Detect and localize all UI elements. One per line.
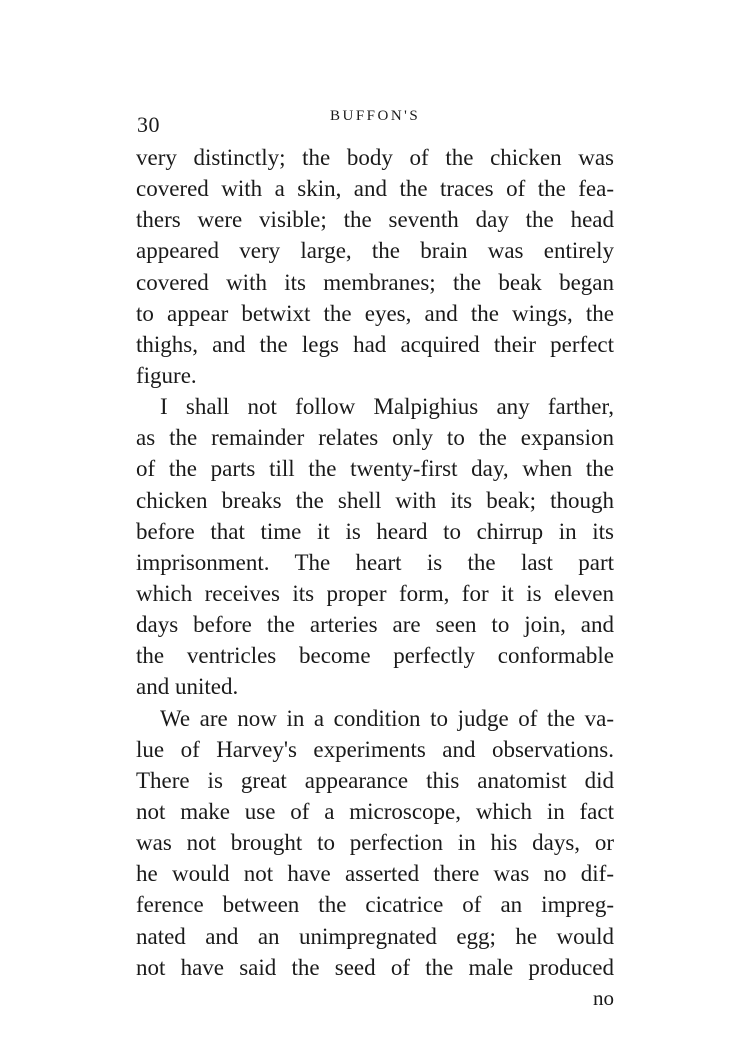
page-number: 30 [137,112,160,137]
text-line: as the remainder relates only to the expansion [136,425,614,451]
text-line: appeared very large, the brain was entirely [136,238,614,264]
text-line: before that time it is heard to chirrup in its [136,518,614,544]
text-line: which receives its proper form, for it is eleven [136,580,614,606]
text-line: thighs, and the legs had acquired their perfect [136,331,614,357]
paragraph-start-line: I shall not follow Malpighius any farther, [160,394,614,420]
text-line: chicken breaks the shell with its beak; though [136,487,614,513]
text-line: the ventricles become perfectly conformable [136,643,614,669]
text-line: covered with a skin, and the traces of the fea- [136,176,614,202]
text-line: of the parts till the twenty-first day, when the [136,456,614,482]
text-line: was not brought to perfection in his days, or [136,830,614,856]
body-text [136,142,614,983]
text-line: There is great appearance this anatomist did [136,767,614,793]
text-line: imprisonment. The heart is the last part [136,549,614,575]
text-line: not have said the seed of the male produced [136,954,614,980]
running-head: BUFFON'S [330,108,421,124]
paragraph-start-line: We are now in a condition to judge of the va- [160,705,614,731]
text-line: very distinctly; the body of the chicken was [136,145,614,170]
text-line: lue of Harvey's experiments and observations. [136,736,614,762]
text-line: nated and an unimpregnated egg; he would [136,923,614,949]
text-line: covered with its membranes; the beak began [136,269,614,295]
text-line: he would not have asserted there was no dif- [136,861,614,887]
text-line: not make use of a microscope, which in fact [136,798,614,824]
text-line: to appear betwixt the eyes, and the wings, the [136,300,614,326]
catchword: no [593,986,614,1010]
text-line: days before the arteries are seen to join, and [136,612,614,638]
text-line: ference between the cicatrice of an impreg- [136,892,614,918]
text-line: thers were visible; the seventh day the head [136,207,614,233]
text-line: and united. [136,674,239,700]
text-line: figure. [136,362,197,388]
